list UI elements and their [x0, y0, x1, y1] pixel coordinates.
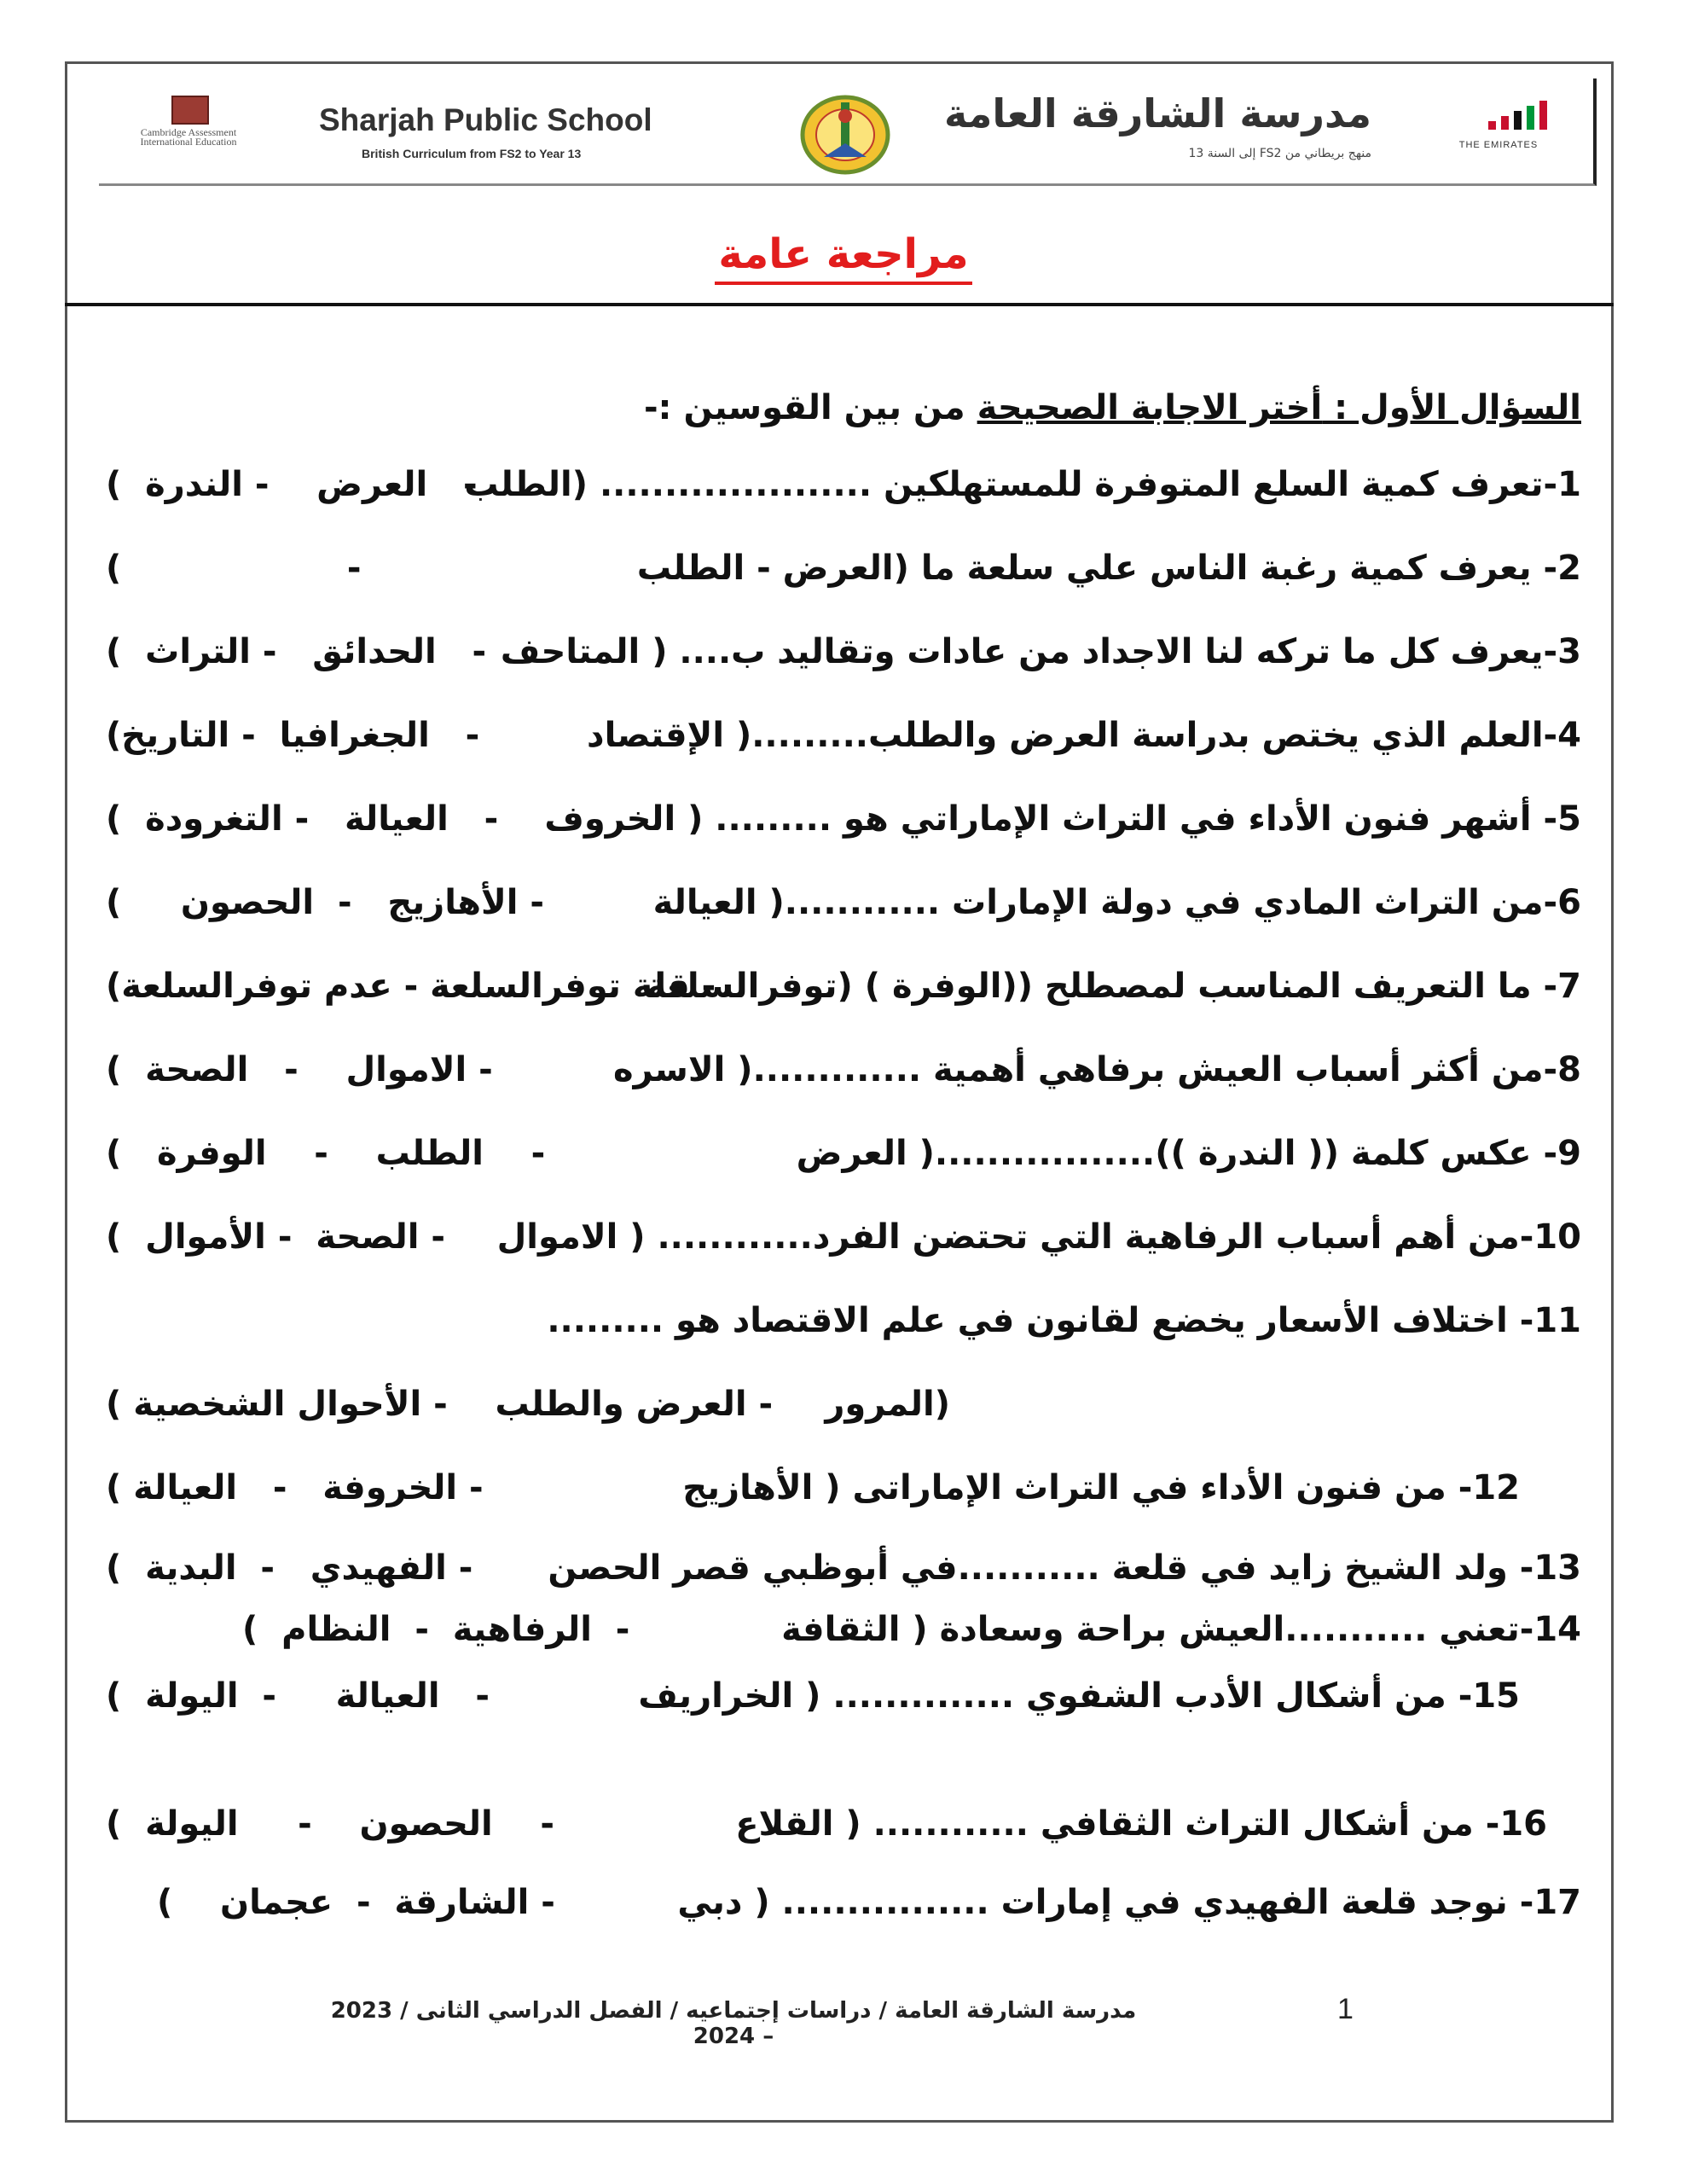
question-options: - الصحة - الأموال )	[106, 1217, 446, 1257]
question-stem: 16- من أشكال التراث الثقافي ............ ( القلاع	[735, 1804, 1547, 1844]
question-stem: 3-يعرف كل ما تركه لنا الاجداد من عادات وتقاليد ب.... ( المتاحف	[500, 632, 1581, 671]
page-title	[0, 230, 1687, 278]
question-options: - الاموال - الصحة )	[106, 1050, 493, 1089]
question-stem: (المرور	[825, 1385, 950, 1424]
question-stem: 10-من أهم أسباب الرفاهية التي تحتضن الفرد............ ( الاموال	[496, 1217, 1581, 1257]
question-stem: 14-تعني ...........العيش براحة وسعادة ( الثقافة	[781, 1610, 1581, 1649]
question-item	[106, 967, 1581, 1018]
question-stem: 2- يعرف كمية رغبة الناس علي سلعة ما (العرض - الطلب	[636, 549, 1581, 588]
question-options: - الخروفة - العيالة )	[106, 1468, 484, 1507]
cambridge-logo	[133, 96, 244, 172]
question-options: - العيالة - التغرودة )	[106, 799, 499, 839]
footer-text: مدرسة الشارقة العامة / دراسات إجتماعيه / الفصل الدراسي الثانى / 2023 – 2024	[330, 1998, 1137, 2049]
school-header	[99, 78, 1597, 186]
school-crest-icon	[798, 90, 892, 176]
school-subtitle-english: British Curriculum from FS2 to Year 13	[362, 147, 582, 160]
question-options: - الطلب - الوفرة )	[106, 1134, 546, 1173]
cambridge-shield-icon	[171, 96, 209, 125]
question-stem: 4-العلم الذي يختص بدراسة العرض والطلب.........( الإقتصاد	[587, 716, 1581, 755]
page-number: 1	[1337, 1993, 1354, 2025]
question-options: - الحدائق - التراث )	[106, 632, 487, 671]
uae-logo-bars-icon	[1488, 101, 1547, 130]
question-stem: 1-تعرف كمية السلع المتوفرة للمستهلكين ..................... (الطلب	[464, 465, 1581, 504]
cambridge-logo-text: Cambridge Assessment International Education	[140, 126, 237, 148]
question-item	[106, 1676, 1581, 1728]
question-item	[106, 799, 1581, 851]
question-stem: 17- نوجد قلعة الفهيدي في إمارات ................ ( دبي	[677, 1883, 1581, 1922]
question-item	[106, 883, 1581, 934]
question-options: - الرفاهية - النظام )	[242, 1610, 630, 1649]
question-heading-label: السؤال الأول :	[1322, 388, 1581, 427]
page-title-text: مراجعة عامة	[715, 230, 971, 285]
question-item	[106, 1468, 1581, 1519]
question-options: - الجغرافيا - التاريخ)	[106, 716, 480, 755]
school-name-english: Sharjah Public School	[319, 102, 652, 137]
question-item	[106, 1610, 1581, 1661]
school-name-arabic: مدرسة الشارقة العامة	[944, 90, 1371, 136]
question-heading-tail: من بين القوسين :-	[643, 388, 977, 427]
question-item	[106, 465, 1581, 516]
question-item	[106, 1217, 1581, 1269]
uae-logo	[1435, 97, 1562, 166]
question-options: - العرض - الندرة )	[106, 465, 478, 504]
question-stem: 7- ما التعريف المناسب لمصطلح ((الوفرة ) (توفرالسلعة	[646, 967, 1581, 1006]
question-options: - العيالة - اليولة )	[106, 1676, 490, 1716]
question-item	[106, 1050, 1581, 1101]
question-stem: 13- ولد الشيخ زايد في قلعة ...........في أبوظبي قصر الحصن	[548, 1548, 1581, 1588]
question-item	[106, 1883, 1581, 1934]
question-stem: 11- اختلاف الأسعار يخضع لقانون في علم الاقتصاد هو .........	[547, 1301, 1581, 1340]
question-heading-instruction: أختر الاجابة الصحيحة	[977, 388, 1323, 427]
question-item	[106, 716, 1581, 767]
question-options: - الأهازيج - الحصون )	[106, 883, 544, 922]
uae-logo-caption: THE EMIRATES	[1458, 140, 1539, 150]
question-stem: 6-من التراث المادي في دولة الإمارات ............( العيالة	[652, 883, 1581, 922]
question-item	[106, 1301, 1581, 1352]
question-stem: 8-من أكثر أسباب العيش برفاهي أهمية .............( الاسره	[613, 1050, 1581, 1089]
question-item	[106, 1134, 1581, 1185]
question-item	[106, 1804, 1581, 1856]
question-options: - قلة توفرالسلعة - عدم توفرالسلعة)	[106, 967, 716, 1006]
question-stem: 12- من فنون الأداء في التراث الإماراتى ( الأهازيج	[682, 1468, 1520, 1507]
question-heading	[644, 388, 1581, 427]
question-stem: 5- أشهر فنون الأداء في التراث الإماراتي هو ......... ( الخروف	[544, 799, 1581, 839]
title-divider	[65, 303, 1614, 306]
question-stem: 15- من أشكال الأدب الشفوي .............. ( الخراريف	[638, 1676, 1520, 1716]
question-item	[106, 1385, 1581, 1436]
question-stem: 9- عكس كلمة (( الندرة )).................( العرض	[796, 1134, 1581, 1173]
question-options: - العرض والطلب - الأحوال الشخصية )	[106, 1385, 774, 1424]
question-options: - الفهيدي - البدية )	[106, 1548, 473, 1588]
school-subtitle-arabic: منهج بريطاني من FS2 إلى السنة 13	[1188, 147, 1371, 160]
question-options: - الحصون - اليولة )	[106, 1804, 554, 1844]
question-options: - )	[106, 549, 362, 588]
question-options: - الشارقة - عجمان )	[157, 1883, 555, 1922]
question-item	[106, 1548, 1581, 1600]
question-item	[106, 632, 1581, 683]
question-item	[106, 549, 1581, 600]
